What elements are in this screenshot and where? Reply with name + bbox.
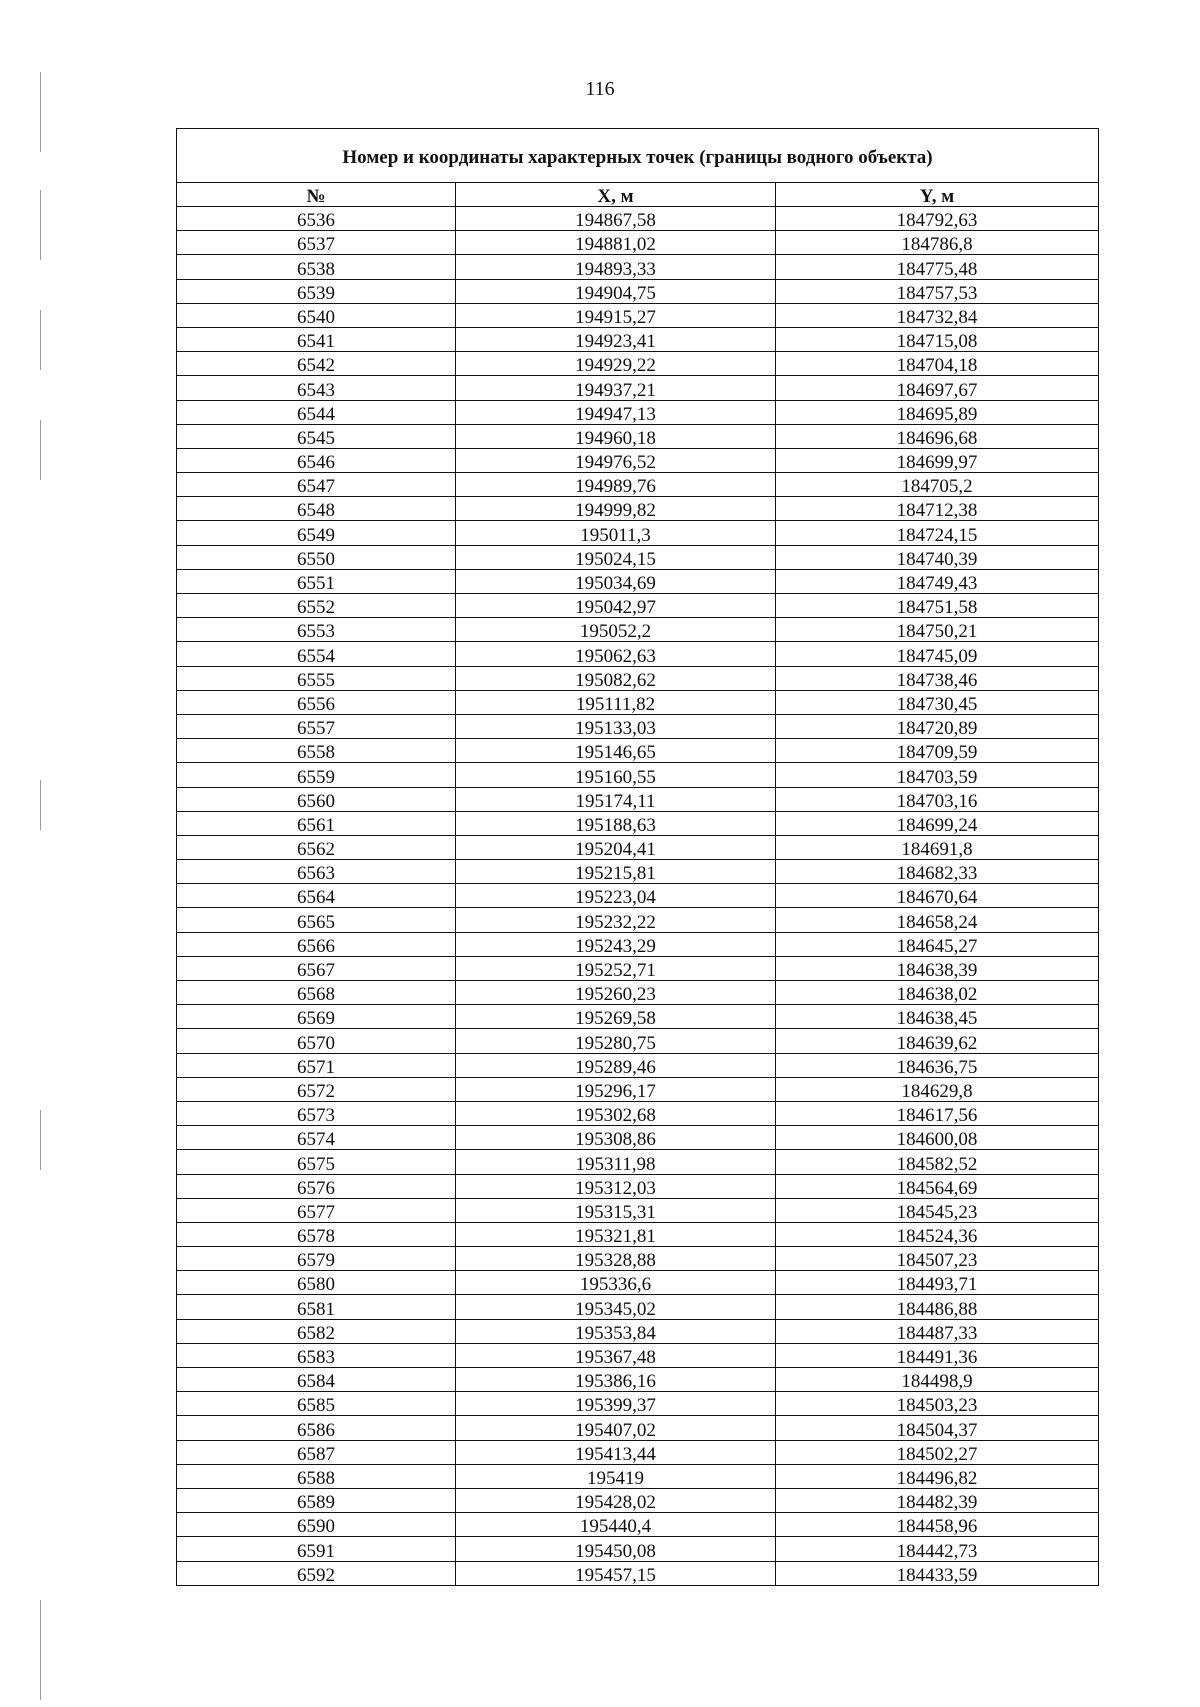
- y-coordinate-cell: 184442,73: [776, 1537, 1099, 1561]
- x-coordinate-cell: 194923,41: [456, 327, 776, 351]
- point-number-cell: 6589: [177, 1488, 456, 1512]
- scan-artifact-line: [40, 310, 41, 370]
- y-coordinate-cell: 184504,37: [776, 1416, 1099, 1440]
- point-number-cell: 6592: [177, 1561, 456, 1585]
- x-coordinate-cell: 195289,46: [456, 1053, 776, 1077]
- table-row: [177, 1488, 1099, 1512]
- y-coordinate-cell: 184724,15: [776, 521, 1099, 545]
- point-number-cell: 6579: [177, 1247, 456, 1271]
- point-number-cell: 6573: [177, 1101, 456, 1125]
- y-coordinate-cell: 184503,23: [776, 1392, 1099, 1416]
- point-number-cell: 6559: [177, 763, 456, 787]
- y-coordinate-cell: 184502,27: [776, 1440, 1099, 1464]
- table-row: [177, 424, 1099, 448]
- point-number-cell: 6538: [177, 255, 456, 279]
- x-coordinate-cell: 194881,02: [456, 231, 776, 255]
- y-coordinate-cell: 184695,89: [776, 400, 1099, 424]
- table-row: [177, 981, 1099, 1005]
- table-row: [177, 352, 1099, 376]
- point-number-cell: 6545: [177, 424, 456, 448]
- x-coordinate-cell: 195413,44: [456, 1440, 776, 1464]
- point-number-cell: 6556: [177, 690, 456, 714]
- x-coordinate-cell: 195457,15: [456, 1561, 776, 1585]
- table-row: [177, 1440, 1099, 1464]
- y-coordinate-cell: 184433,59: [776, 1561, 1099, 1585]
- x-coordinate-cell: 195042,97: [456, 594, 776, 618]
- x-coordinate-cell: 195450,08: [456, 1537, 776, 1561]
- point-number-cell: 6537: [177, 231, 456, 255]
- y-coordinate-cell: 184638,02: [776, 981, 1099, 1005]
- y-coordinate-cell: 184638,39: [776, 956, 1099, 980]
- header-y: Y, м: [776, 183, 1099, 207]
- y-coordinate-cell: 184730,45: [776, 690, 1099, 714]
- table-row: [177, 908, 1099, 932]
- table-row: [177, 835, 1099, 859]
- y-coordinate-cell: 184699,97: [776, 448, 1099, 472]
- point-number-cell: 6582: [177, 1319, 456, 1343]
- y-coordinate-cell: 184682,33: [776, 860, 1099, 884]
- x-coordinate-cell: 195011,3: [456, 521, 776, 545]
- x-coordinate-cell: 195160,55: [456, 763, 776, 787]
- point-number-cell: 6560: [177, 787, 456, 811]
- table-row: [177, 932, 1099, 956]
- x-coordinate-cell: 194989,76: [456, 473, 776, 497]
- table-row: [177, 1537, 1099, 1561]
- y-coordinate-cell: 184487,33: [776, 1319, 1099, 1343]
- y-coordinate-cell: 184740,39: [776, 545, 1099, 569]
- table-body: [177, 207, 1099, 1586]
- table-row: [177, 642, 1099, 666]
- x-coordinate-cell: 195232,22: [456, 908, 776, 932]
- table-row: [177, 1271, 1099, 1295]
- table-row: [177, 569, 1099, 593]
- table-row: [177, 690, 1099, 714]
- x-coordinate-cell: 195311,98: [456, 1150, 776, 1174]
- table-row: [177, 1319, 1099, 1343]
- x-coordinate-cell: 195111,82: [456, 690, 776, 714]
- table-row: [177, 255, 1099, 279]
- point-number-cell: 6540: [177, 303, 456, 327]
- x-coordinate-cell: 195353,84: [456, 1319, 776, 1343]
- point-number-cell: 6583: [177, 1343, 456, 1367]
- x-coordinate-cell: 195024,15: [456, 545, 776, 569]
- table-row: [177, 1561, 1099, 1585]
- x-coordinate-cell: 195204,41: [456, 835, 776, 859]
- y-coordinate-cell: 184658,24: [776, 908, 1099, 932]
- table-row: [177, 956, 1099, 980]
- coordinates-table: [176, 128, 1099, 1586]
- y-coordinate-cell: 184482,39: [776, 1488, 1099, 1512]
- point-number-cell: 6586: [177, 1416, 456, 1440]
- table-header-row: [177, 183, 1099, 207]
- x-coordinate-cell: 195252,71: [456, 956, 776, 980]
- point-number-cell: 6546: [177, 448, 456, 472]
- x-coordinate-cell: 195386,16: [456, 1368, 776, 1392]
- table-row: [177, 1295, 1099, 1319]
- point-number-cell: 6552: [177, 594, 456, 618]
- point-number-cell: 6558: [177, 739, 456, 763]
- y-coordinate-cell: 184712,38: [776, 497, 1099, 521]
- table-row: [177, 376, 1099, 400]
- x-coordinate-cell: 195133,03: [456, 714, 776, 738]
- x-coordinate-cell: 194937,21: [456, 376, 776, 400]
- x-coordinate-cell: 194915,27: [456, 303, 776, 327]
- scan-artifact-line: [40, 72, 41, 152]
- x-coordinate-cell: 195223,04: [456, 884, 776, 908]
- table-row: [177, 1222, 1099, 1246]
- y-coordinate-cell: 184715,08: [776, 327, 1099, 351]
- x-coordinate-cell: 195280,75: [456, 1029, 776, 1053]
- point-number-cell: 6567: [177, 956, 456, 980]
- y-coordinate-cell: 184704,18: [776, 352, 1099, 376]
- point-number-cell: 6543: [177, 376, 456, 400]
- point-number-cell: 6587: [177, 1440, 456, 1464]
- x-coordinate-cell: 195296,17: [456, 1077, 776, 1101]
- x-coordinate-cell: 195302,68: [456, 1101, 776, 1125]
- point-number-cell: 6572: [177, 1077, 456, 1101]
- y-coordinate-cell: 184486,88: [776, 1295, 1099, 1319]
- table-row: [177, 884, 1099, 908]
- x-coordinate-cell: 195215,81: [456, 860, 776, 884]
- table-row: [177, 1126, 1099, 1150]
- point-number-cell: 6565: [177, 908, 456, 932]
- x-coordinate-cell: 194929,22: [456, 352, 776, 376]
- table-row: [177, 1343, 1099, 1367]
- page-number: 116: [585, 78, 615, 100]
- x-coordinate-cell: 195367,48: [456, 1343, 776, 1367]
- x-coordinate-cell: 195407,02: [456, 1416, 776, 1440]
- x-coordinate-cell: 195428,02: [456, 1488, 776, 1512]
- y-coordinate-cell: 184645,27: [776, 932, 1099, 956]
- point-number-cell: 6554: [177, 642, 456, 666]
- y-coordinate-cell: 184691,8: [776, 835, 1099, 859]
- x-coordinate-cell: 195399,37: [456, 1392, 776, 1416]
- point-number-cell: 6539: [177, 279, 456, 303]
- table-row: [177, 739, 1099, 763]
- point-number-cell: 6561: [177, 811, 456, 835]
- y-coordinate-cell: 184786,8: [776, 231, 1099, 255]
- y-coordinate-cell: 184703,16: [776, 787, 1099, 811]
- point-number-cell: 6570: [177, 1029, 456, 1053]
- point-number-cell: 6571: [177, 1053, 456, 1077]
- x-coordinate-cell: 194960,18: [456, 424, 776, 448]
- table-row: [177, 1077, 1099, 1101]
- scan-artifact-line: [40, 780, 41, 830]
- x-coordinate-cell: 195260,23: [456, 981, 776, 1005]
- point-number-cell: 6541: [177, 327, 456, 351]
- x-coordinate-cell: 195269,58: [456, 1005, 776, 1029]
- point-number-cell: 6566: [177, 932, 456, 956]
- point-number-cell: 6551: [177, 569, 456, 593]
- table-row: [177, 1174, 1099, 1198]
- table-row: [177, 497, 1099, 521]
- x-coordinate-cell: 195062,63: [456, 642, 776, 666]
- header-x: X, м: [456, 183, 776, 207]
- point-number-cell: 6555: [177, 666, 456, 690]
- scan-artifact-line: [40, 190, 41, 260]
- point-number-cell: 6544: [177, 400, 456, 424]
- x-coordinate-cell: 195345,02: [456, 1295, 776, 1319]
- x-coordinate-cell: 194904,75: [456, 279, 776, 303]
- y-coordinate-cell: 184507,23: [776, 1247, 1099, 1271]
- x-coordinate-cell: 195082,62: [456, 666, 776, 690]
- point-number-cell: 6574: [177, 1126, 456, 1150]
- x-coordinate-cell: 194893,33: [456, 255, 776, 279]
- scan-artifact-line: [40, 420, 41, 480]
- table-row: [177, 811, 1099, 835]
- table-row: [177, 327, 1099, 351]
- x-coordinate-cell: 195419: [456, 1464, 776, 1488]
- table-row: [177, 714, 1099, 738]
- point-number-cell: 6549: [177, 521, 456, 545]
- table-row: [177, 1464, 1099, 1488]
- y-coordinate-cell: 184524,36: [776, 1222, 1099, 1246]
- table-row: [177, 860, 1099, 884]
- y-coordinate-cell: 184732,84: [776, 303, 1099, 327]
- point-number-cell: 6564: [177, 884, 456, 908]
- x-coordinate-cell: 195321,81: [456, 1222, 776, 1246]
- x-coordinate-cell: 195308,86: [456, 1126, 776, 1150]
- point-number-cell: 6568: [177, 981, 456, 1005]
- scan-artifact-line: [40, 1110, 41, 1170]
- x-coordinate-cell: 195243,29: [456, 932, 776, 956]
- point-number-cell: 6569: [177, 1005, 456, 1029]
- y-coordinate-cell: 184703,59: [776, 763, 1099, 787]
- x-coordinate-cell: 194999,82: [456, 497, 776, 521]
- x-coordinate-cell: 195315,31: [456, 1198, 776, 1222]
- point-number-cell: 6562: [177, 835, 456, 859]
- x-coordinate-cell: 195034,69: [456, 569, 776, 593]
- y-coordinate-cell: 184757,53: [776, 279, 1099, 303]
- point-number-cell: 6581: [177, 1295, 456, 1319]
- y-coordinate-cell: 184696,68: [776, 424, 1099, 448]
- y-coordinate-cell: 184636,75: [776, 1053, 1099, 1077]
- header-number: №: [177, 183, 456, 207]
- table-row: [177, 1392, 1099, 1416]
- y-coordinate-cell: 184600,08: [776, 1126, 1099, 1150]
- y-coordinate-cell: 184751,58: [776, 594, 1099, 618]
- table-row: [177, 787, 1099, 811]
- y-coordinate-cell: 184629,8: [776, 1077, 1099, 1101]
- table-row: [177, 1029, 1099, 1053]
- y-coordinate-cell: 184738,46: [776, 666, 1099, 690]
- y-coordinate-cell: 184750,21: [776, 618, 1099, 642]
- x-coordinate-cell: 194867,58: [456, 207, 776, 231]
- point-number-cell: 6542: [177, 352, 456, 376]
- point-number-cell: 6550: [177, 545, 456, 569]
- point-number-cell: 6553: [177, 618, 456, 642]
- table-row: [177, 400, 1099, 424]
- x-coordinate-cell: 195312,03: [456, 1174, 776, 1198]
- point-number-cell: 6563: [177, 860, 456, 884]
- y-coordinate-cell: 184638,45: [776, 1005, 1099, 1029]
- point-number-cell: 6575: [177, 1150, 456, 1174]
- x-coordinate-cell: 194976,52: [456, 448, 776, 472]
- y-coordinate-cell: 184582,52: [776, 1150, 1099, 1174]
- table-row: [177, 279, 1099, 303]
- y-coordinate-cell: 184749,43: [776, 569, 1099, 593]
- point-number-cell: 6585: [177, 1392, 456, 1416]
- y-coordinate-cell: 184792,63: [776, 207, 1099, 231]
- x-coordinate-cell: 195440,4: [456, 1513, 776, 1537]
- table-row: [177, 1368, 1099, 1392]
- table-row: [177, 1150, 1099, 1174]
- table-row: [177, 448, 1099, 472]
- y-coordinate-cell: 184458,96: [776, 1513, 1099, 1537]
- table-row: [177, 666, 1099, 690]
- x-coordinate-cell: 195052,2: [456, 618, 776, 642]
- table-row: [177, 1198, 1099, 1222]
- x-coordinate-cell: 194947,13: [456, 400, 776, 424]
- point-number-cell: 6591: [177, 1537, 456, 1561]
- point-number-cell: 6588: [177, 1464, 456, 1488]
- table-row: [177, 521, 1099, 545]
- y-coordinate-cell: 184493,71: [776, 1271, 1099, 1295]
- y-coordinate-cell: 184697,67: [776, 376, 1099, 400]
- y-coordinate-cell: 184545,23: [776, 1198, 1099, 1222]
- y-coordinate-cell: 184496,82: [776, 1464, 1099, 1488]
- y-coordinate-cell: 184699,24: [776, 811, 1099, 835]
- point-number-cell: 6536: [177, 207, 456, 231]
- x-coordinate-cell: 195174,11: [456, 787, 776, 811]
- table-row: [177, 618, 1099, 642]
- y-coordinate-cell: 184720,89: [776, 714, 1099, 738]
- table-row: [177, 1005, 1099, 1029]
- y-coordinate-cell: 184491,36: [776, 1343, 1099, 1367]
- table-row: [177, 1416, 1099, 1440]
- y-coordinate-cell: 184745,09: [776, 642, 1099, 666]
- table-row: [177, 473, 1099, 497]
- x-coordinate-cell: 195328,88: [456, 1247, 776, 1271]
- table-row: [177, 763, 1099, 787]
- point-number-cell: 6580: [177, 1271, 456, 1295]
- point-number-cell: 6590: [177, 1513, 456, 1537]
- y-coordinate-cell: 184639,62: [776, 1029, 1099, 1053]
- y-coordinate-cell: 184670,64: [776, 884, 1099, 908]
- y-coordinate-cell: 184705,2: [776, 473, 1099, 497]
- point-number-cell: 6548: [177, 497, 456, 521]
- table-row: [177, 594, 1099, 618]
- table-row: [177, 207, 1099, 231]
- y-coordinate-cell: 184709,59: [776, 739, 1099, 763]
- table-row: [177, 1247, 1099, 1271]
- x-coordinate-cell: 195146,65: [456, 739, 776, 763]
- table-row: [177, 303, 1099, 327]
- y-coordinate-cell: 184498,9: [776, 1368, 1099, 1392]
- scan-artifact-line: [40, 1600, 41, 1700]
- point-number-cell: 6557: [177, 714, 456, 738]
- table-row: [177, 1101, 1099, 1125]
- table-row: [177, 231, 1099, 255]
- point-number-cell: 6578: [177, 1222, 456, 1246]
- point-number-cell: 6584: [177, 1368, 456, 1392]
- table-row: [177, 1053, 1099, 1077]
- point-number-cell: 6576: [177, 1174, 456, 1198]
- x-coordinate-cell: 195336,6: [456, 1271, 776, 1295]
- table-row: [177, 1513, 1099, 1537]
- x-coordinate-cell: 195188,63: [456, 811, 776, 835]
- point-number-cell: 6547: [177, 473, 456, 497]
- table-title: Номер и координаты характерных точек (границы водного объекта): [177, 129, 1099, 183]
- table-row: [177, 545, 1099, 569]
- y-coordinate-cell: 184564,69: [776, 1174, 1099, 1198]
- y-coordinate-cell: 184617,56: [776, 1101, 1099, 1125]
- y-coordinate-cell: 184775,48: [776, 255, 1099, 279]
- point-number-cell: 6577: [177, 1198, 456, 1222]
